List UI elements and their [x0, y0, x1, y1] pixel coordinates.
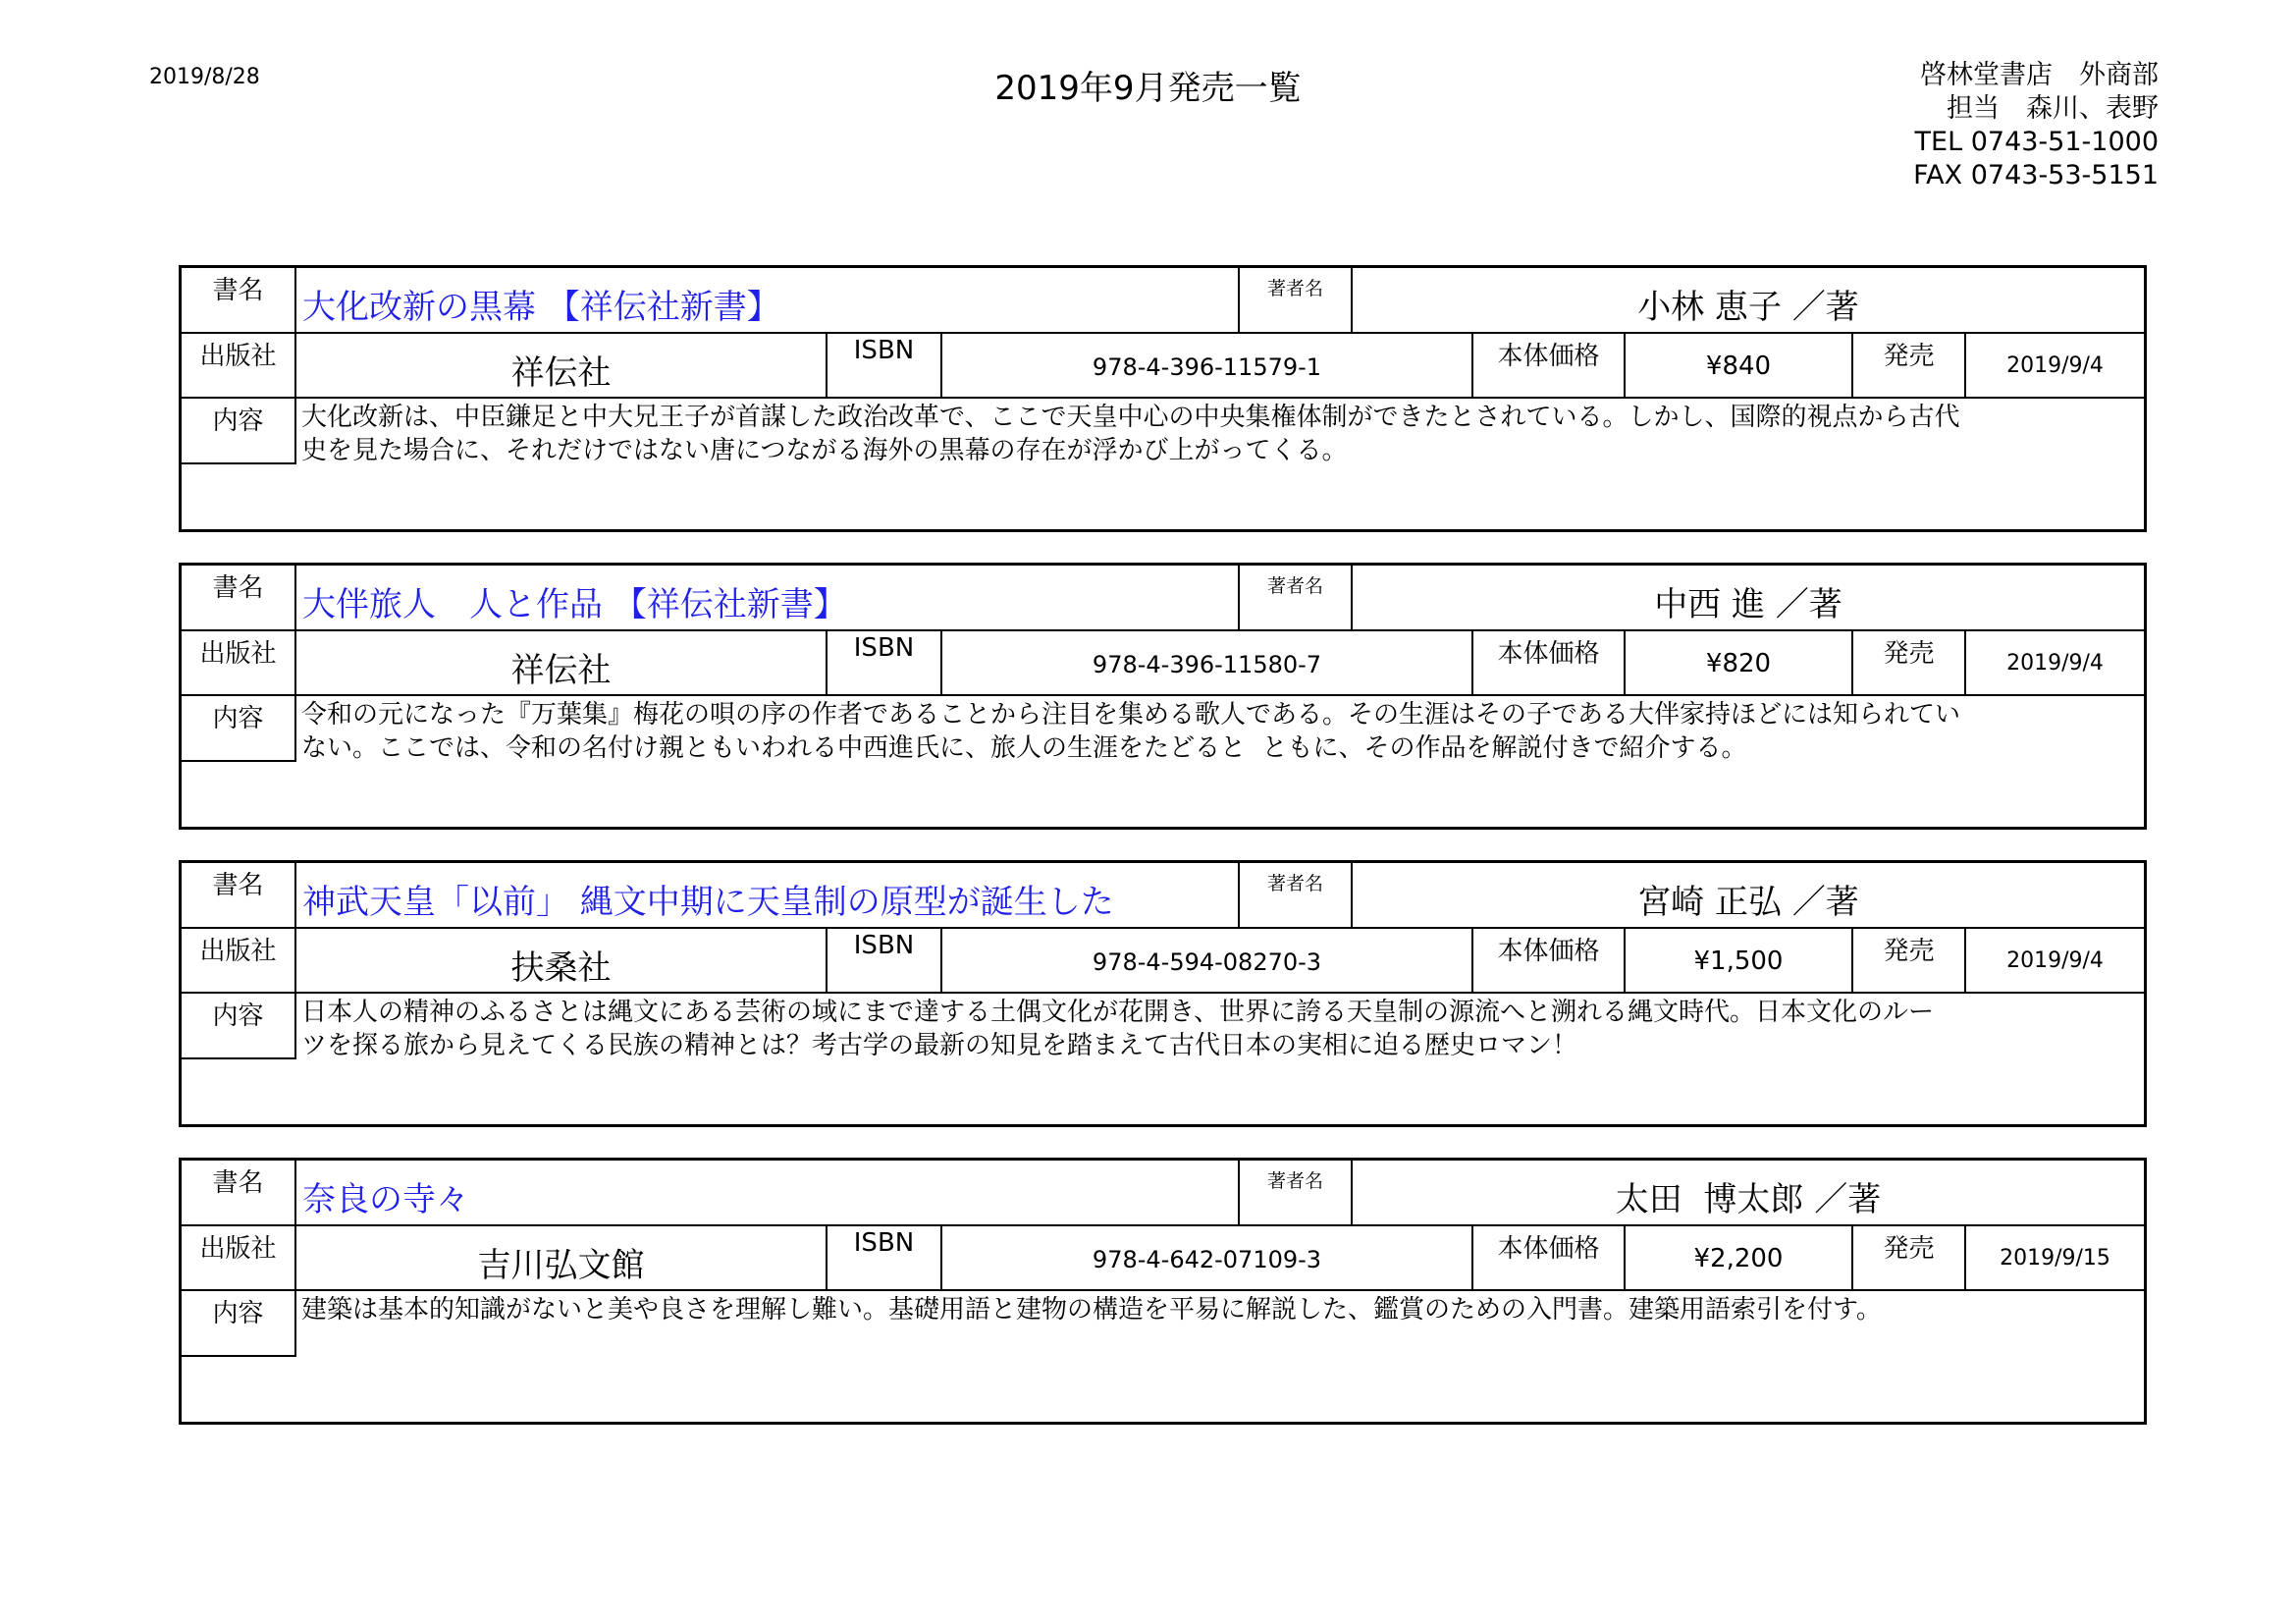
book-card: [179, 265, 2147, 532]
author-label: 著者名: [1240, 863, 1353, 927]
isbn-label: ISBN: [828, 631, 942, 694]
contact-tel: TEL 0743-51-1000: [1914, 127, 2159, 157]
price-label: 本体価格: [1473, 1226, 1626, 1289]
book-price: ¥1,500: [1626, 929, 1853, 992]
book-description: 大化改新は、中臣鎌足と中大兄王子が首謀した政治改革で、ここで天皇中心の中央集権体制ができたとされている。しかし、国際的視点から古代 史を見た場合に、それだけではない唐につながる海外の黒幕の存在が浮かび上がってくる。: [301, 403, 1960, 465]
book-row-title: [182, 863, 2144, 929]
book-release-date: 2019/9/4: [2006, 948, 2104, 973]
release-label: 発売: [1853, 631, 1966, 694]
book-row-title: [182, 268, 2144, 334]
isbn-label: ISBN: [828, 1226, 942, 1289]
book-title: 大伴旅人 人と作品 【祥伝社新書】: [296, 566, 1240, 629]
book-author: 小林 恵子 ／著: [1637, 288, 1859, 327]
book-title: 神武天皇「以前」 縄文中期に天皇制の原型が誕生した: [296, 863, 1240, 927]
release-label: 発売: [1853, 1226, 1966, 1289]
contact-person: 担当 森川、表野: [1947, 93, 2159, 124]
title-label: 書名: [182, 268, 296, 332]
book-row-content: [182, 994, 2144, 1124]
author-label: 著者名: [1240, 268, 1353, 332]
report-date: 2019/8/28: [149, 65, 260, 89]
book-row-meta: [182, 334, 2144, 399]
book-row-content: [182, 1291, 2144, 1422]
isbn-label: ISBN: [828, 334, 942, 397]
book-isbn: 978-4-396-11580-7: [942, 631, 1473, 694]
book-author: 中西 進 ／著: [1654, 585, 1842, 624]
book-row-meta: [182, 929, 2144, 994]
book-row-meta: [182, 631, 2144, 696]
publisher-label: 出版社: [182, 631, 296, 694]
release-label: 発売: [1853, 334, 1966, 397]
title-label: 書名: [182, 1161, 296, 1224]
book-isbn: 978-4-642-07109-3: [942, 1226, 1473, 1289]
title-label: 書名: [182, 863, 296, 927]
book-isbn: 978-4-594-08270-3: [942, 929, 1473, 992]
book-card: [179, 1158, 2147, 1425]
book-release-date: 2019/9/4: [2006, 353, 2104, 378]
book-title: 奈良の寺々: [296, 1161, 1240, 1224]
book-row-title: [182, 1161, 2144, 1226]
author-label: 著者名: [1240, 566, 1353, 629]
author-label: 著者名: [1240, 1161, 1353, 1224]
content-label: 内容: [182, 696, 296, 762]
content-label: 内容: [182, 399, 296, 464]
contact-block: [1913, 59, 2159, 192]
book-publisher: 吉川弘文館: [296, 1226, 828, 1289]
book-price: ¥2,200: [1626, 1226, 1853, 1289]
page-title: 2019年9月発売一覧: [994, 69, 1302, 108]
book-author: 太田 博太郎 ／著: [1615, 1180, 1882, 1219]
book-title: 大化改新の黒幕 【祥伝社新書】: [296, 268, 1240, 332]
title-label: 書名: [182, 566, 296, 629]
book-publisher: 祥伝社: [296, 631, 828, 694]
publisher-label: 出版社: [182, 929, 296, 992]
book-release-date: 2019/9/15: [2000, 1246, 2110, 1271]
contact-fax: FAX 0743-53-5151: [1913, 160, 2159, 190]
book-row-title: [182, 566, 2144, 631]
book-row-content: [182, 399, 2144, 529]
price-label: 本体価格: [1473, 334, 1626, 397]
publisher-label: 出版社: [182, 1226, 296, 1289]
book-price: ¥840: [1626, 334, 1853, 397]
book-price: ¥820: [1626, 631, 1853, 694]
book-publisher: 祥伝社: [296, 334, 828, 397]
book-description: 令和の元になった『万葉集』梅花の唄の序の作者であることから注目を集める歌人である。その生涯はその子である大伴家持ほどには知られてい ない。ここでは、令和の名付け親ともいわれる中西進氏に、旅人の生涯をたどると ともに、その作品を解説付きで紹介する。: [301, 700, 1961, 763]
book-description: 日本人の精神のふるさとは縄文にある芸術の域にまで達する土偶文化が花開き、世界に誇る天皇制の源流へと溯れる縄文時代。日本文化のルー ツを探る旅から見えてくる民族の精神とは？考古学の最新の知見を踏まえて古代日本の実相に迫る歴史ロマン！: [301, 998, 1934, 1060]
content-label: 内容: [182, 1291, 296, 1357]
book-card: [179, 860, 2147, 1127]
book-card: [179, 563, 2147, 830]
isbn-label: ISBN: [828, 929, 942, 992]
book-isbn: 978-4-396-11579-1: [942, 334, 1473, 397]
book-row-content: [182, 696, 2144, 827]
book-author: 宮崎 正弘 ／著: [1637, 883, 1859, 922]
price-label: 本体価格: [1473, 631, 1626, 694]
book-publisher: 扶桑社: [296, 929, 828, 992]
release-label: 発売: [1853, 929, 1966, 992]
contact-store: 啓林堂書店 外商部: [1920, 60, 2159, 90]
book-description: 建築は基本的知識がないと美や良さを理解し難い。基礎用語と建物の構造を平易に解説した、鑑賞のための入門書。建築用語索引を付す。: [301, 1295, 1882, 1325]
book-row-meta: [182, 1226, 2144, 1291]
book-release-date: 2019/9/4: [2006, 651, 2104, 676]
publisher-label: 出版社: [182, 334, 296, 397]
content-label: 内容: [182, 994, 296, 1059]
price-label: 本体価格: [1473, 929, 1626, 992]
